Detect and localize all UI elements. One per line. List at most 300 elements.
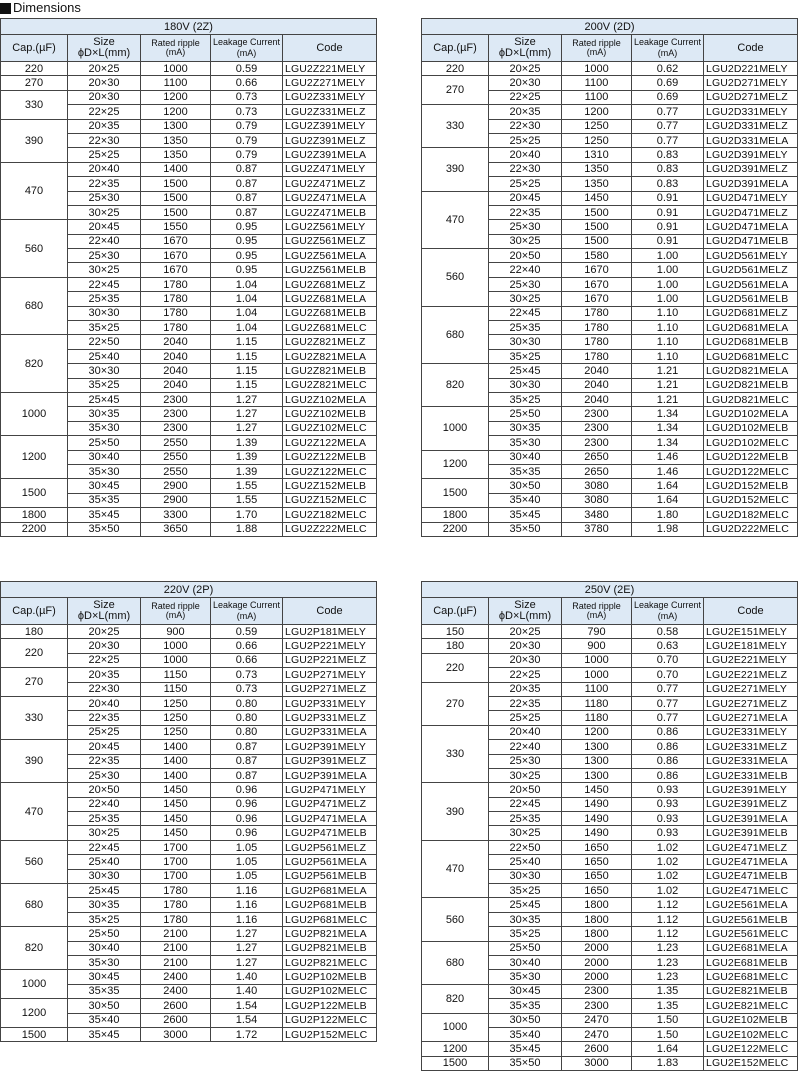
size-cell: 30×50 bbox=[68, 999, 141, 1013]
ripple-cell: 2470 bbox=[562, 1013, 632, 1027]
size-cell: 20×40 bbox=[68, 162, 141, 176]
cap-cell: 560 bbox=[422, 249, 489, 307]
leakage-cell: 1.15 bbox=[211, 335, 283, 349]
voltage-header: 250V (2E) bbox=[422, 582, 798, 598]
spec-table bbox=[421, 18, 798, 537]
size-cell: 25×35 bbox=[489, 812, 562, 826]
ripple-cell: 1000 bbox=[562, 668, 632, 682]
leakage-cell: 0.93 bbox=[632, 826, 704, 840]
code-cell: LGU2D102MELB bbox=[704, 421, 798, 435]
cap-cell: 390 bbox=[1, 119, 68, 162]
table-row bbox=[422, 249, 798, 263]
code-cell: LGU2D221MELY bbox=[704, 62, 798, 76]
ripple-cell: 1780 bbox=[562, 335, 632, 349]
ripple-cell: 1000 bbox=[141, 639, 211, 653]
size-cell: 20×30 bbox=[489, 653, 562, 667]
size-cell: 25×25 bbox=[68, 725, 141, 739]
leakage-cell: 0.58 bbox=[632, 625, 704, 639]
table-row bbox=[1, 335, 377, 349]
size-cell: 30×40 bbox=[68, 941, 141, 955]
ripple-cell: 1450 bbox=[562, 191, 632, 205]
leakage-cell: 1.21 bbox=[632, 364, 704, 378]
cap-cell: 470 bbox=[1, 162, 68, 220]
leakage-cell: 1.00 bbox=[632, 277, 704, 291]
cap-cell: 1200 bbox=[1, 999, 68, 1028]
ripple-cell: 1310 bbox=[562, 148, 632, 162]
ripple-cell: 3000 bbox=[141, 1027, 211, 1041]
ripple-cell: 2550 bbox=[141, 436, 211, 450]
code-cell: LGU2Z681MELZ bbox=[283, 277, 377, 291]
size-cell: 20×40 bbox=[489, 725, 562, 739]
code-cell: LGU2E152MELC bbox=[704, 1056, 798, 1070]
size-cell: 30×35 bbox=[489, 912, 562, 926]
cap-cell: 1000 bbox=[422, 407, 489, 450]
leakage-cell: 0.77 bbox=[632, 696, 704, 710]
col-header-cap: Cap.(µF) bbox=[1, 598, 68, 625]
col-header-cap: Cap.(µF) bbox=[1, 35, 68, 62]
leakage-cell: 1.55 bbox=[211, 479, 283, 493]
table-row bbox=[1, 508, 377, 522]
ripple-cell: 1500 bbox=[562, 234, 632, 248]
table-row bbox=[422, 76, 798, 90]
cap-cell: 390 bbox=[1, 740, 68, 783]
ripple-cell: 1500 bbox=[141, 205, 211, 219]
code-cell: LGU2D471MELB bbox=[704, 234, 798, 248]
size-cell: 30×45 bbox=[68, 479, 141, 493]
ripple-cell: 1300 bbox=[562, 768, 632, 782]
leakage-cell: 1.83 bbox=[632, 1056, 704, 1070]
leakage-cell: 0.59 bbox=[211, 625, 283, 639]
ripple-cell: 1580 bbox=[562, 249, 632, 263]
leakage-cell: 1.05 bbox=[211, 840, 283, 854]
code-cell: LGU2P681MELC bbox=[283, 912, 377, 926]
size-cell: 25×35 bbox=[489, 321, 562, 335]
ripple-cell: 1670 bbox=[141, 249, 211, 263]
code-cell: LGU2D471MELZ bbox=[704, 205, 798, 219]
cap-cell: 1000 bbox=[1, 970, 68, 999]
ripple-cell: 1500 bbox=[141, 191, 211, 205]
size-cell: 35×40 bbox=[489, 1027, 562, 1041]
leakage-cell: 1.12 bbox=[632, 898, 704, 912]
table-row bbox=[1, 625, 377, 639]
col-header-ripple bbox=[562, 598, 632, 625]
code-cell: LGU2Z561MELY bbox=[283, 220, 377, 234]
leakage-cell: 0.86 bbox=[632, 768, 704, 782]
ripple-cell: 900 bbox=[562, 639, 632, 653]
code-cell: LGU2E331MELB bbox=[704, 768, 798, 782]
cap-cell: 820 bbox=[422, 364, 489, 407]
code-cell: LGU2D561MELZ bbox=[704, 263, 798, 277]
leakage-cell: 0.63 bbox=[632, 639, 704, 653]
table-row bbox=[1, 927, 377, 941]
ripple-cell: 2300 bbox=[562, 407, 632, 421]
ripple-cell: 2100 bbox=[141, 941, 211, 955]
col-header-ripple-line1: Rated ripple bbox=[572, 38, 621, 48]
table-row bbox=[1, 90, 377, 104]
leakage-cell: 0.87 bbox=[211, 754, 283, 768]
leakage-cell: 1.27 bbox=[211, 941, 283, 955]
size-cell: 20×50 bbox=[489, 249, 562, 263]
size-cell: 35×30 bbox=[68, 955, 141, 969]
size-cell: 22×50 bbox=[68, 335, 141, 349]
size-cell: 35×45 bbox=[489, 508, 562, 522]
ripple-cell: 2040 bbox=[562, 364, 632, 378]
ripple-cell: 1250 bbox=[562, 119, 632, 133]
table-row bbox=[422, 407, 798, 421]
leakage-cell: 0.96 bbox=[211, 783, 283, 797]
ripple-cell: 1250 bbox=[141, 725, 211, 739]
size-cell: 20×35 bbox=[68, 119, 141, 133]
size-cell: 30×25 bbox=[489, 234, 562, 248]
ripple-cell: 1490 bbox=[562, 826, 632, 840]
code-cell: LGU2D681MELB bbox=[704, 335, 798, 349]
table-row bbox=[1, 220, 377, 234]
leakage-cell: 0.91 bbox=[632, 234, 704, 248]
table-row bbox=[1, 783, 377, 797]
cap-cell: 820 bbox=[1, 927, 68, 970]
ripple-cell: 1780 bbox=[141, 277, 211, 291]
leakage-cell: 0.96 bbox=[211, 826, 283, 840]
leakage-cell: 1.54 bbox=[211, 1013, 283, 1027]
col-header-leakage-line2: (mA) bbox=[657, 611, 678, 621]
table-row bbox=[1, 970, 377, 984]
ripple-cell: 1450 bbox=[141, 812, 211, 826]
code-cell: LGU2P122MELC bbox=[283, 1013, 377, 1027]
size-cell: 20×40 bbox=[68, 696, 141, 710]
leakage-cell: 0.95 bbox=[211, 249, 283, 263]
code-cell: LGU2E681MELB bbox=[704, 955, 798, 969]
leakage-cell: 0.73 bbox=[211, 105, 283, 119]
col-header-size-line1: Size bbox=[514, 599, 536, 611]
leakage-cell: 0.80 bbox=[211, 711, 283, 725]
size-cell: 25×45 bbox=[489, 898, 562, 912]
code-cell: LGU2Z331MELY bbox=[283, 90, 377, 104]
cap-cell: 1200 bbox=[1, 436, 68, 479]
table-row bbox=[1, 62, 377, 76]
ripple-cell: 1200 bbox=[562, 105, 632, 119]
code-cell: LGU2P221MELY bbox=[283, 639, 377, 653]
leakage-cell: 1.55 bbox=[211, 493, 283, 507]
size-cell: 22×40 bbox=[68, 234, 141, 248]
leakage-cell: 1.05 bbox=[211, 855, 283, 869]
size-cell: 30×25 bbox=[68, 205, 141, 219]
leakage-cell: 1.16 bbox=[211, 912, 283, 926]
code-cell: LGU2Z471MELA bbox=[283, 191, 377, 205]
cap-cell: 470 bbox=[1, 783, 68, 841]
size-cell: 20×45 bbox=[68, 220, 141, 234]
ripple-cell: 2300 bbox=[141, 392, 211, 406]
cap-cell: 390 bbox=[422, 783, 489, 841]
ripple-cell: 2300 bbox=[141, 421, 211, 435]
size-cell: 22×35 bbox=[68, 711, 141, 725]
code-cell: LGU2P271MELZ bbox=[283, 682, 377, 696]
size-cell: 20×25 bbox=[489, 625, 562, 639]
col-header-ripple-line2: (mA) bbox=[586, 610, 607, 620]
size-cell: 22×45 bbox=[489, 797, 562, 811]
code-cell: LGU2D331MELA bbox=[704, 133, 798, 147]
code-cell: LGU2D471MELY bbox=[704, 191, 798, 205]
leakage-cell: 0.69 bbox=[632, 76, 704, 90]
size-cell: 20×45 bbox=[489, 191, 562, 205]
code-cell: LGU2E681MELA bbox=[704, 941, 798, 955]
table-250v bbox=[421, 581, 797, 1071]
col-header-ripple-line2: (mA) bbox=[165, 47, 186, 57]
cap-cell: 1200 bbox=[422, 1042, 489, 1056]
leakage-cell: 0.62 bbox=[632, 62, 704, 76]
size-cell: 35×30 bbox=[68, 464, 141, 478]
size-cell: 25×45 bbox=[68, 884, 141, 898]
ripple-cell: 1450 bbox=[141, 797, 211, 811]
code-cell: LGU2E391MELA bbox=[704, 812, 798, 826]
size-cell: 25×45 bbox=[68, 392, 141, 406]
table-180v bbox=[0, 18, 376, 537]
leakage-cell: 1.15 bbox=[211, 364, 283, 378]
ripple-cell: 2400 bbox=[141, 970, 211, 984]
table-row bbox=[422, 941, 798, 955]
code-cell: LGU2E391MELB bbox=[704, 826, 798, 840]
ripple-cell: 1000 bbox=[141, 653, 211, 667]
size-cell: 35×45 bbox=[68, 508, 141, 522]
col-header-leakage-line1: Leakage Current bbox=[212, 37, 281, 47]
ripple-cell: 1650 bbox=[562, 855, 632, 869]
size-cell: 25×30 bbox=[489, 220, 562, 234]
cap-cell: 470 bbox=[422, 840, 489, 898]
code-cell: LGU2E331MELA bbox=[704, 754, 798, 768]
cap-cell: 680 bbox=[422, 941, 489, 984]
ripple-cell: 1800 bbox=[562, 898, 632, 912]
size-cell: 22×40 bbox=[489, 263, 562, 277]
code-cell: LGU2P561MELZ bbox=[283, 840, 377, 854]
size-cell: 25×25 bbox=[68, 148, 141, 162]
ripple-cell: 1000 bbox=[562, 62, 632, 76]
table-row bbox=[422, 783, 798, 797]
code-cell: LGU2Z561MELZ bbox=[283, 234, 377, 248]
size-cell: 22×35 bbox=[68, 754, 141, 768]
code-cell: LGU2E471MELA bbox=[704, 855, 798, 869]
col-header-size bbox=[489, 35, 562, 62]
code-cell: LGU2P821MELA bbox=[283, 927, 377, 941]
leakage-cell: 0.66 bbox=[211, 653, 283, 667]
code-cell: LGU2E561MELA bbox=[704, 898, 798, 912]
ripple-cell: 1250 bbox=[141, 696, 211, 710]
col-header-leakage bbox=[211, 598, 283, 625]
col-header-size-line1: Size bbox=[93, 36, 115, 48]
size-cell: 20×35 bbox=[68, 668, 141, 682]
leakage-cell: 1.34 bbox=[632, 436, 704, 450]
size-cell: 30×25 bbox=[68, 826, 141, 840]
col-header-size-line1: Size bbox=[514, 36, 536, 48]
leakage-cell: 1.34 bbox=[632, 421, 704, 435]
leakage-cell: 1.21 bbox=[632, 392, 704, 406]
ripple-cell: 2040 bbox=[141, 335, 211, 349]
col-header-size bbox=[489, 598, 562, 625]
leakage-cell: 1.39 bbox=[211, 464, 283, 478]
voltage-header: 200V (2D) bbox=[422, 19, 798, 35]
code-cell: LGU2E151MELY bbox=[704, 625, 798, 639]
ripple-cell: 1650 bbox=[562, 840, 632, 854]
ripple-cell: 1550 bbox=[141, 220, 211, 234]
col-header-code: Code bbox=[704, 598, 798, 625]
table-row bbox=[1, 840, 377, 854]
ripple-cell: 1350 bbox=[562, 177, 632, 191]
col-header-code: Code bbox=[283, 598, 377, 625]
code-cell: LGU2E221MELZ bbox=[704, 668, 798, 682]
cap-cell: 330 bbox=[1, 90, 68, 119]
table-row bbox=[422, 639, 798, 653]
ripple-cell: 1100 bbox=[562, 90, 632, 104]
ripple-cell: 2650 bbox=[562, 464, 632, 478]
leakage-cell: 0.66 bbox=[211, 639, 283, 653]
code-cell: LGU2Z102MELB bbox=[283, 407, 377, 421]
size-cell: 30×35 bbox=[489, 421, 562, 435]
leakage-cell: 1.21 bbox=[632, 378, 704, 392]
code-cell: LGU2E471MELZ bbox=[704, 840, 798, 854]
col-header-cap: Cap.(µF) bbox=[422, 598, 489, 625]
ripple-cell: 1500 bbox=[141, 177, 211, 191]
code-cell: LGU2Z331MELZ bbox=[283, 105, 377, 119]
code-cell: LGU2Z471MELY bbox=[283, 162, 377, 176]
leakage-cell: 1.15 bbox=[211, 349, 283, 363]
leakage-cell: 1.04 bbox=[211, 277, 283, 291]
ripple-cell: 2000 bbox=[562, 955, 632, 969]
size-cell: 22×25 bbox=[68, 653, 141, 667]
size-cell: 25×25 bbox=[489, 133, 562, 147]
size-cell: 22×35 bbox=[489, 696, 562, 710]
table-row bbox=[422, 508, 798, 522]
table-row bbox=[422, 191, 798, 205]
size-cell: 30×50 bbox=[489, 1013, 562, 1027]
ripple-cell: 2650 bbox=[562, 450, 632, 464]
col-header-ripple-line1: Rated ripple bbox=[151, 601, 200, 611]
ripple-cell: 2300 bbox=[562, 999, 632, 1013]
col-header-size bbox=[68, 35, 141, 62]
ripple-cell: 1500 bbox=[562, 205, 632, 219]
leakage-cell: 1.16 bbox=[211, 884, 283, 898]
size-cell: 25×35 bbox=[68, 812, 141, 826]
leakage-cell: 1.12 bbox=[632, 912, 704, 926]
leakage-cell: 1.23 bbox=[632, 941, 704, 955]
leakage-cell: 1.98 bbox=[632, 522, 704, 536]
size-cell: 30×45 bbox=[489, 984, 562, 998]
code-cell: LGU2D681MELC bbox=[704, 349, 798, 363]
size-cell: 20×40 bbox=[489, 148, 562, 162]
code-cell: LGU2Z391MELZ bbox=[283, 133, 377, 147]
code-cell: LGU2Z821MELB bbox=[283, 364, 377, 378]
size-cell: 20×35 bbox=[489, 682, 562, 696]
table-row bbox=[422, 148, 798, 162]
leakage-cell: 1.80 bbox=[632, 508, 704, 522]
ripple-cell: 1180 bbox=[562, 711, 632, 725]
leakage-cell: 0.87 bbox=[211, 768, 283, 782]
code-cell: LGU2E221MELY bbox=[704, 653, 798, 667]
leakage-cell: 0.83 bbox=[632, 177, 704, 191]
code-cell: LGU2E331MELZ bbox=[704, 740, 798, 754]
ripple-cell: 2300 bbox=[562, 436, 632, 450]
code-cell: LGU2Z271MELY bbox=[283, 76, 377, 90]
ripple-cell: 1400 bbox=[141, 754, 211, 768]
code-cell: LGU2E561MELC bbox=[704, 927, 798, 941]
leakage-cell: 1.46 bbox=[632, 464, 704, 478]
code-cell: LGU2Z222MELC bbox=[283, 522, 377, 536]
col-header-size-line2: ϕD×L(mm) bbox=[77, 47, 131, 59]
leakage-cell: 1.64 bbox=[632, 493, 704, 507]
leakage-cell: 0.83 bbox=[632, 162, 704, 176]
size-cell: 35×35 bbox=[68, 984, 141, 998]
size-cell: 25×30 bbox=[68, 249, 141, 263]
col-header-size-line2: ϕD×L(mm) bbox=[77, 610, 131, 622]
ripple-cell: 1800 bbox=[562, 912, 632, 926]
size-cell: 30×30 bbox=[489, 869, 562, 883]
code-cell: LGU2E271MELZ bbox=[704, 696, 798, 710]
cap-cell: 560 bbox=[422, 898, 489, 941]
size-cell: 22×50 bbox=[489, 840, 562, 854]
ripple-cell: 1700 bbox=[141, 840, 211, 854]
leakage-cell: 1.27 bbox=[211, 407, 283, 421]
code-cell: LGU2Z821MELA bbox=[283, 349, 377, 363]
code-cell: LGU2Z152MELC bbox=[283, 493, 377, 507]
leakage-cell: 0.73 bbox=[211, 682, 283, 696]
col-header-leakage bbox=[632, 35, 704, 62]
leakage-cell: 0.77 bbox=[632, 119, 704, 133]
cap-cell: 330 bbox=[422, 725, 489, 783]
code-cell: LGU2D821MELA bbox=[704, 364, 798, 378]
size-cell: 20×30 bbox=[68, 639, 141, 653]
size-cell: 25×25 bbox=[489, 177, 562, 191]
leakage-cell: 1.02 bbox=[632, 840, 704, 854]
ripple-cell: 1780 bbox=[141, 898, 211, 912]
ripple-cell: 1300 bbox=[562, 754, 632, 768]
leakage-cell: 1.10 bbox=[632, 349, 704, 363]
size-cell: 35×50 bbox=[68, 522, 141, 536]
leakage-cell: 1.27 bbox=[211, 927, 283, 941]
ripple-cell: 2600 bbox=[141, 999, 211, 1013]
size-cell: 35×25 bbox=[68, 321, 141, 335]
leakage-cell: 0.80 bbox=[211, 696, 283, 710]
ripple-cell: 1780 bbox=[141, 912, 211, 926]
leakage-cell: 0.93 bbox=[632, 783, 704, 797]
size-cell: 35×30 bbox=[489, 436, 562, 450]
col-header-leakage-line2: (mA) bbox=[236, 611, 257, 621]
code-cell: LGU2E122MELC bbox=[704, 1042, 798, 1056]
cap-cell: 220 bbox=[422, 62, 489, 76]
code-cell: LGU2P471MELZ bbox=[283, 797, 377, 811]
ripple-cell: 1400 bbox=[141, 162, 211, 176]
code-cell: LGU2E471MELB bbox=[704, 869, 798, 883]
table-row bbox=[1, 76, 377, 90]
leakage-cell: 1.16 bbox=[211, 898, 283, 912]
leakage-cell: 0.79 bbox=[211, 148, 283, 162]
size-cell: 22×40 bbox=[68, 797, 141, 811]
cap-cell: 390 bbox=[422, 148, 489, 191]
size-cell: 35×50 bbox=[489, 1056, 562, 1070]
size-cell: 30×30 bbox=[489, 335, 562, 349]
size-cell: 30×30 bbox=[489, 378, 562, 392]
leakage-cell: 0.91 bbox=[632, 220, 704, 234]
table-row bbox=[422, 625, 798, 639]
ripple-cell: 1350 bbox=[141, 148, 211, 162]
ripple-cell: 2040 bbox=[562, 378, 632, 392]
code-cell: LGU2P181MELY bbox=[283, 625, 377, 639]
code-cell: LGU2Z221MELY bbox=[283, 62, 377, 76]
table-row bbox=[422, 984, 798, 998]
size-cell: 25×45 bbox=[489, 364, 562, 378]
code-cell: LGU2Z561MELB bbox=[283, 263, 377, 277]
size-cell: 22×30 bbox=[489, 119, 562, 133]
ripple-cell: 1670 bbox=[562, 277, 632, 291]
ripple-cell: 1650 bbox=[562, 869, 632, 883]
code-cell: LGU2P331MELY bbox=[283, 696, 377, 710]
ripple-cell: 2000 bbox=[562, 941, 632, 955]
